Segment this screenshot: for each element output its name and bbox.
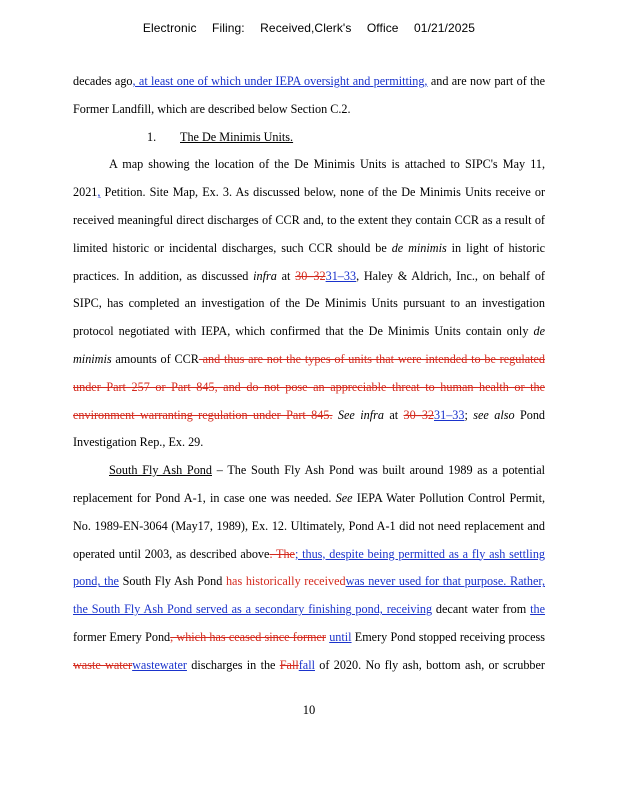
line: 2021, Petition. Site Map, Ex. 3. As discussed below, none of the De Minimis Units receive or <box>73 185 545 200</box>
inserted-text: was never used for that purpose. Rather, <box>345 574 545 589</box>
inserted-text: fall <box>298 657 315 672</box>
section-heading: 1. The De Minimis Units. <box>147 129 294 144</box>
inserted-text: 31–33 <box>325 268 357 283</box>
line: waste waterwastewater discharges in the Fallfall of 2020. No fly ash, bottom ash, or scrubber <box>73 657 545 672</box>
line: received meaningful direct discharges of CCR and, to the extent they contain CCR as a result of <box>73 212 545 227</box>
inserted-text: 31–33 <box>434 407 465 422</box>
inserted-text: the <box>530 602 545 617</box>
line: A map showing the location of the De Minimis Units is attached to SIPC's May 11, <box>109 157 545 172</box>
line: decades ago, at least one of which under IEPA oversight and permitting, and are now part of the <box>73 74 545 88</box>
inserted-text: wastewater <box>132 657 187 672</box>
inserted-text: , at least one of which under IEPA oversight and permitting, <box>132 74 428 88</box>
deleted-text: 30–32 <box>295 268 326 283</box>
deleted-text: , which has ceased since former <box>170 629 326 644</box>
deleted-text: waste water <box>73 657 133 672</box>
line: the South Fly Ash Pond served as a secondary finishing pond, receiving decant water from the <box>73 602 545 617</box>
section-heading-title: The De Minimis Units. <box>180 129 294 144</box>
inserted-text: , <box>97 185 101 200</box>
subsection-title: South Fly Ash Pond <box>109 463 212 478</box>
deleted-text: and thus are not the types of units that were intended to be regulated <box>198 351 545 366</box>
line: pond, the South Fly Ash Pond has historically receivedwas never used for that purpose. Rather, <box>73 574 545 589</box>
line: SIPC, has completed an investigation of the De Minimis Units pursuant to an investigation <box>73 296 545 311</box>
deleted-text: environment warranting regulation under Part 845. <box>73 407 333 422</box>
deleted-text: under Part 257 or Part 845, and do not pose an appreciable threat to human health or the <box>73 379 545 394</box>
document-body <box>73 68 545 680</box>
line: practices. In addition, as discussed infra at 30–3231–33, Haley & Aldrich, Inc., on behalf of <box>73 268 545 283</box>
inserted-text: until <box>329 629 352 644</box>
line: replacement for Pond A-1, in case one was needed. See IEPA Water Pollution Control Permit, <box>73 490 545 505</box>
line <box>73 374 545 402</box>
line: Investigation Rep., Ex. 29. <box>73 435 204 450</box>
inserted-text: the South Fly Ash Pond served as a secondary finishing pond, receiving <box>73 602 433 617</box>
line: protocol negotiated with IEPA, which confirmed that the De Minimis Units contain only de <box>73 324 545 339</box>
line: No. 1989-EN-3064 (May17, 1989), Ex. 12. Ultimately, Pond A-1 did not need replacement and <box>73 518 545 533</box>
inserted-text: pond, the <box>73 574 119 589</box>
line: limited historic or incidental discharges, such CCR should be de minimis in light of historic <box>73 240 545 255</box>
page-number: 10 <box>302 703 316 717</box>
electronic-filing-header: Electronic Filing: Received,Clerk's Office 01/21/2025 <box>142 21 476 35</box>
deleted-text: 30–32 <box>403 407 434 422</box>
line: operated until 2003, as described above. The; thus, despite being permitted as a fly ash settling <box>73 546 545 561</box>
deleted-text: . The <box>269 546 295 561</box>
line: former Emery Pond, which has ceased since former until Emery Pond stopped receiving process <box>73 629 545 644</box>
line: South Fly Ash Pond – The South Fly Ash Pond was built around 1989 as a potential <box>109 463 545 478</box>
inserted-text: ; thus, despite being permitted as a fly ash settling <box>294 546 545 561</box>
moved-text: has historically received <box>225 574 346 589</box>
deleted-text: Fall <box>279 657 299 672</box>
line: environment warranting regulation under Part 845. See infra at 30–3231–33; see also Pond <box>73 407 545 422</box>
line: minimis amounts of CCR and thus are not the types of units that were intended to be regulated <box>73 351 545 366</box>
line: Former Landfill, which are described below Section C.2. <box>73 101 351 116</box>
